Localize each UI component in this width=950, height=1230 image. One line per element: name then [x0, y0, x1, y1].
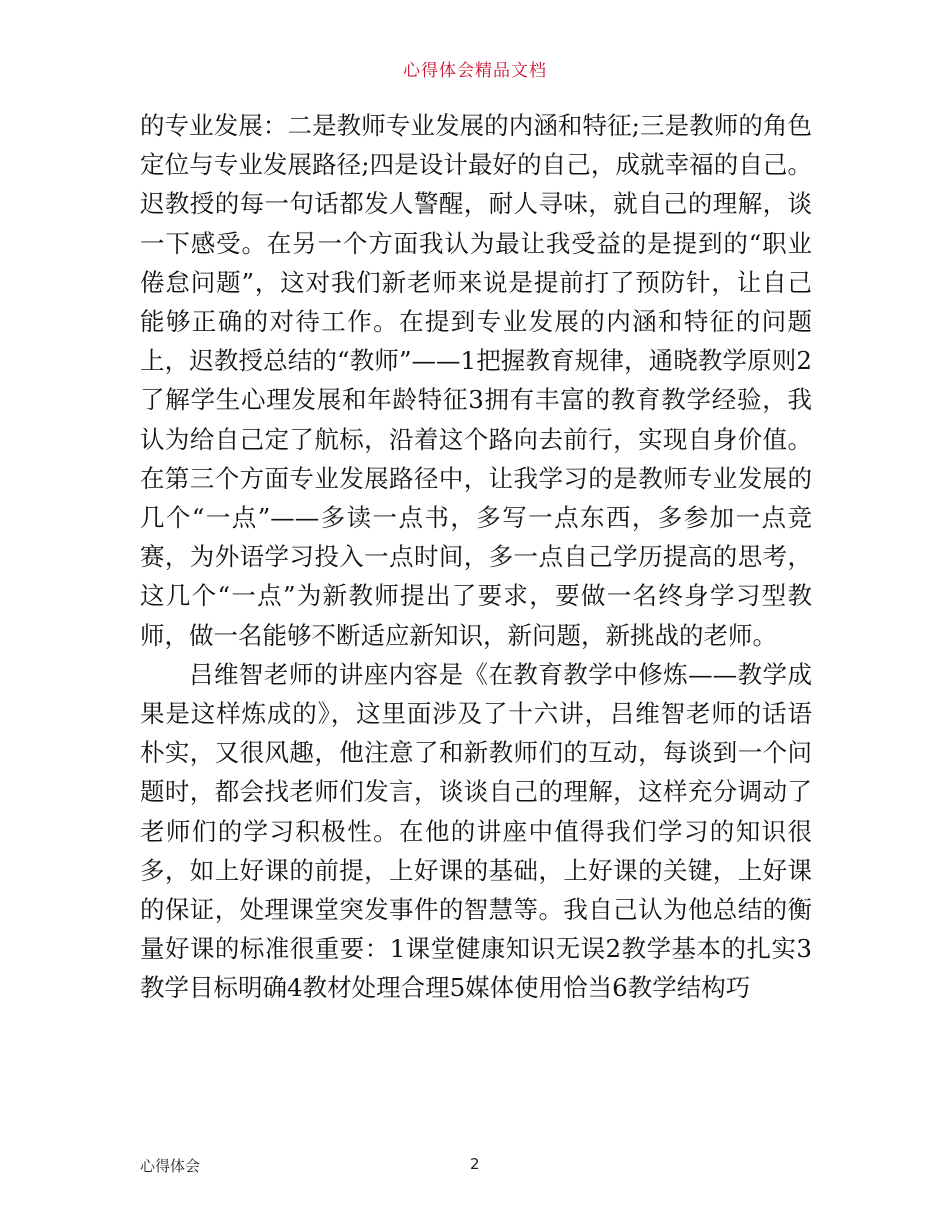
paragraph-lecture-lv: 吕维智老师的讲座内容是《在教育教学中修炼——教学成果是这样炼成的》，这里面涉及了十六讲，吕维智老师的话语朴实，又很风趣，他注意了和新教师们的互动，每谈到一个问题时，都会找老师们发言，谈谈自己的理解，这样充分调动了老师们的学习积极性。在他的讲座中值得我们学习的知识很多，如上好课的前提，上好课的基础，上好课的关键，上好课的保证，处理课堂突发事件的智慧等。我自己认为他总结的衡量好课的标准很重要：1课堂健康知识无误2教学基本的扎实3教学目标明确4教材处理合理5媒体使用恰当6教学结构巧 — [140, 659, 812, 1003]
footer-label: 心得体会 — [140, 1157, 201, 1175]
page-number: 2 — [470, 1155, 480, 1173]
paragraph-continuation: 的专业发展：二是教师专业发展的内涵和特征;三是教师的角色定位与专业发展路径;四是设计最好的自己，成就幸福的自己。迟教授的每一句话都发人警醒，耐人寻味，就自己的理解，谈一下感受。在另一个方面我认为最让我受益的是提到的“职业倦怠问题”，这对我们新老师来说是提前打了预防针，让自己能够正确的对待工作。在提到专业发展的内涵和特征的问题上，迟教授总结的“教师”——1把握教育规律，通晓教学原则2了解学生心理发展和年龄特征3拥有丰富的教育教学经验，我认为给自己定了航标，沿着这个路向去前行，实现自身价值。在第三个方面专业发展路径中，让我学习的是教师专业发展的几个“一点”——多读一点书，多写一点东西，多参加一点竞赛，为外语学习投入一点时间，多一点自己学历提高的思考，这几个“一点”为新教师提出了要求，要做一名终身学习型教师，做一名能够不断适应新知识，新问题，新挑战的老师。 — [140, 111, 812, 650]
page-footer — [140, 1155, 812, 1179]
document-body — [140, 106, 812, 1008]
page-header: 心得体会精品文档 — [403, 61, 547, 81]
